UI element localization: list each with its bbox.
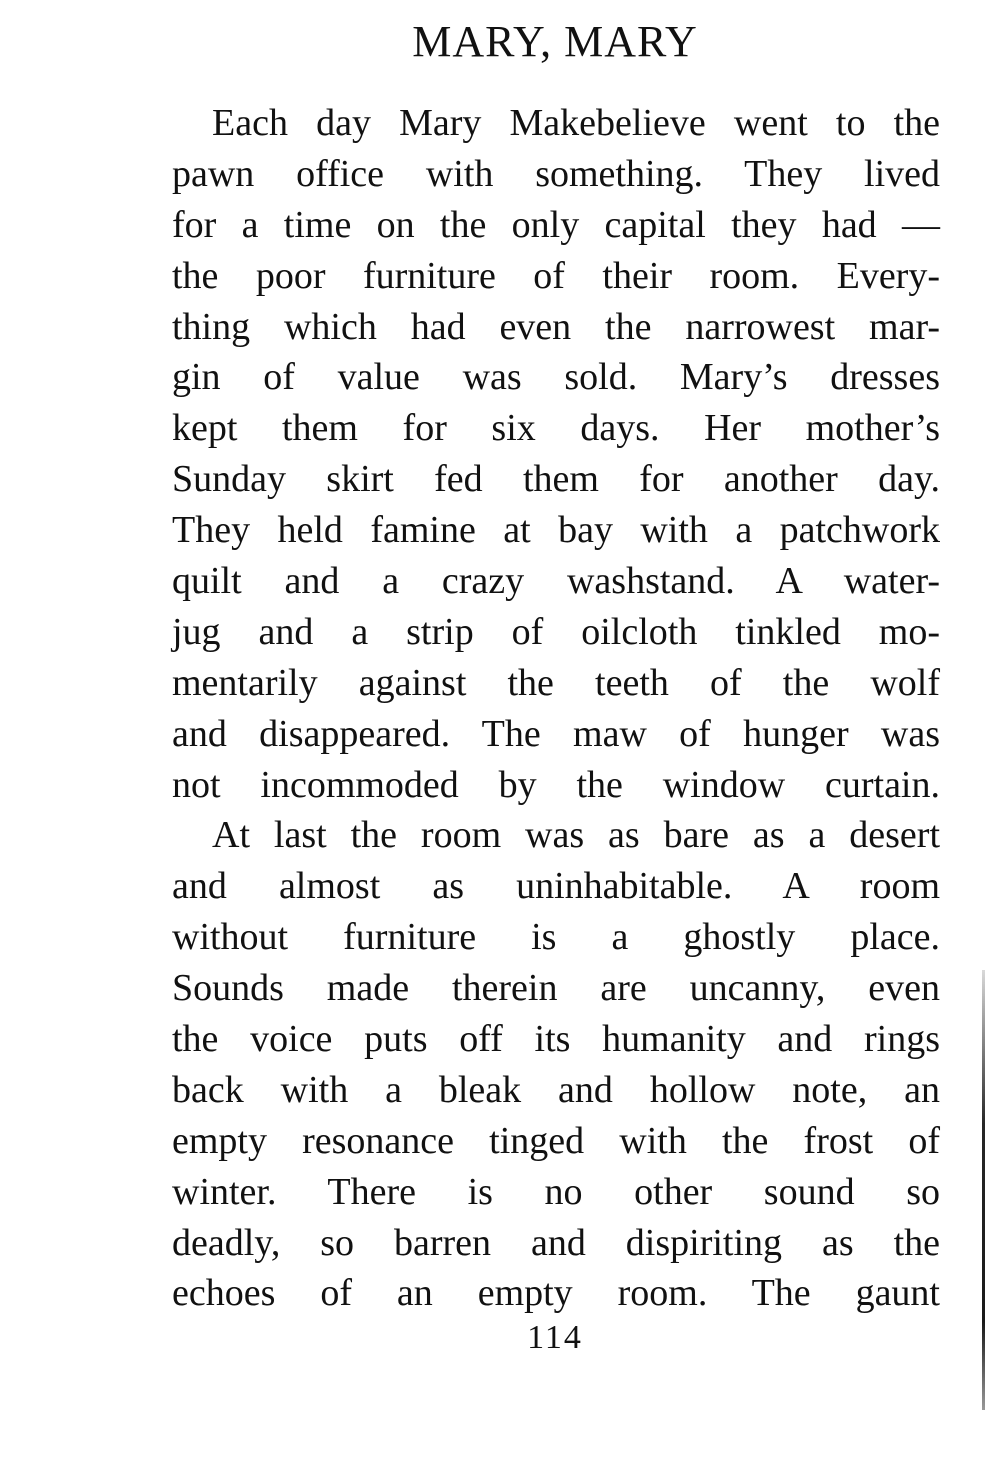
text-line: jug and a strip of oilcloth tinkled mo-: [172, 610, 940, 653]
text-line: gin of value was sold. Mary’s dresses: [172, 356, 940, 399]
text-line: Sounds made therein are uncanny, even: [172, 967, 940, 1010]
text-line: the voice puts off its humanity and rings: [172, 1018, 940, 1061]
text-line: quilt and a crazy washstand. A water-: [172, 560, 940, 603]
text-line: thing which had even the narrowest mar-: [172, 305, 940, 348]
text-line: the poor furniture of their room. Every-: [172, 254, 940, 297]
text-line: without furniture is a ghostly place.: [172, 916, 940, 959]
text-line: pawn office with something. They lived: [172, 152, 940, 195]
text-line: They held famine at bay with a patchwork: [172, 509, 940, 552]
text-line: echoes of an empty room. The gaunt: [172, 1272, 940, 1315]
body-text: [172, 98, 940, 1319]
text-line: kept them for six days. Her mother’s: [172, 407, 940, 450]
page-number: 114: [527, 1319, 583, 1356]
scan-edge-artifact: [982, 970, 985, 1410]
text-line: for a time on the only capital they had —: [172, 203, 940, 246]
text-line: Sunday skirt fed them for another day.: [172, 458, 940, 501]
text-line: empty resonance tinged with the frost of: [172, 1119, 940, 1162]
text-line: and disappeared. The maw of hunger was: [172, 712, 940, 755]
text-line: At last the room was as bare as a desert: [212, 814, 940, 857]
text-line: and almost as uninhabitable. A room: [172, 865, 940, 908]
text-line: back with a bleak and hollow note, an: [172, 1068, 940, 1111]
text-line: winter. There is no other sound so: [172, 1170, 940, 1213]
running-head: MARY, MARY: [412, 17, 698, 66]
text-line: Each day Mary Makebelieve went to the: [212, 102, 940, 144]
text-line: not incommoded by the window curtain.: [172, 763, 940, 806]
text-line: mentarily against the teeth of the wolf: [172, 661, 940, 704]
text-line: deadly, so barren and dispiriting as the: [172, 1221, 940, 1264]
